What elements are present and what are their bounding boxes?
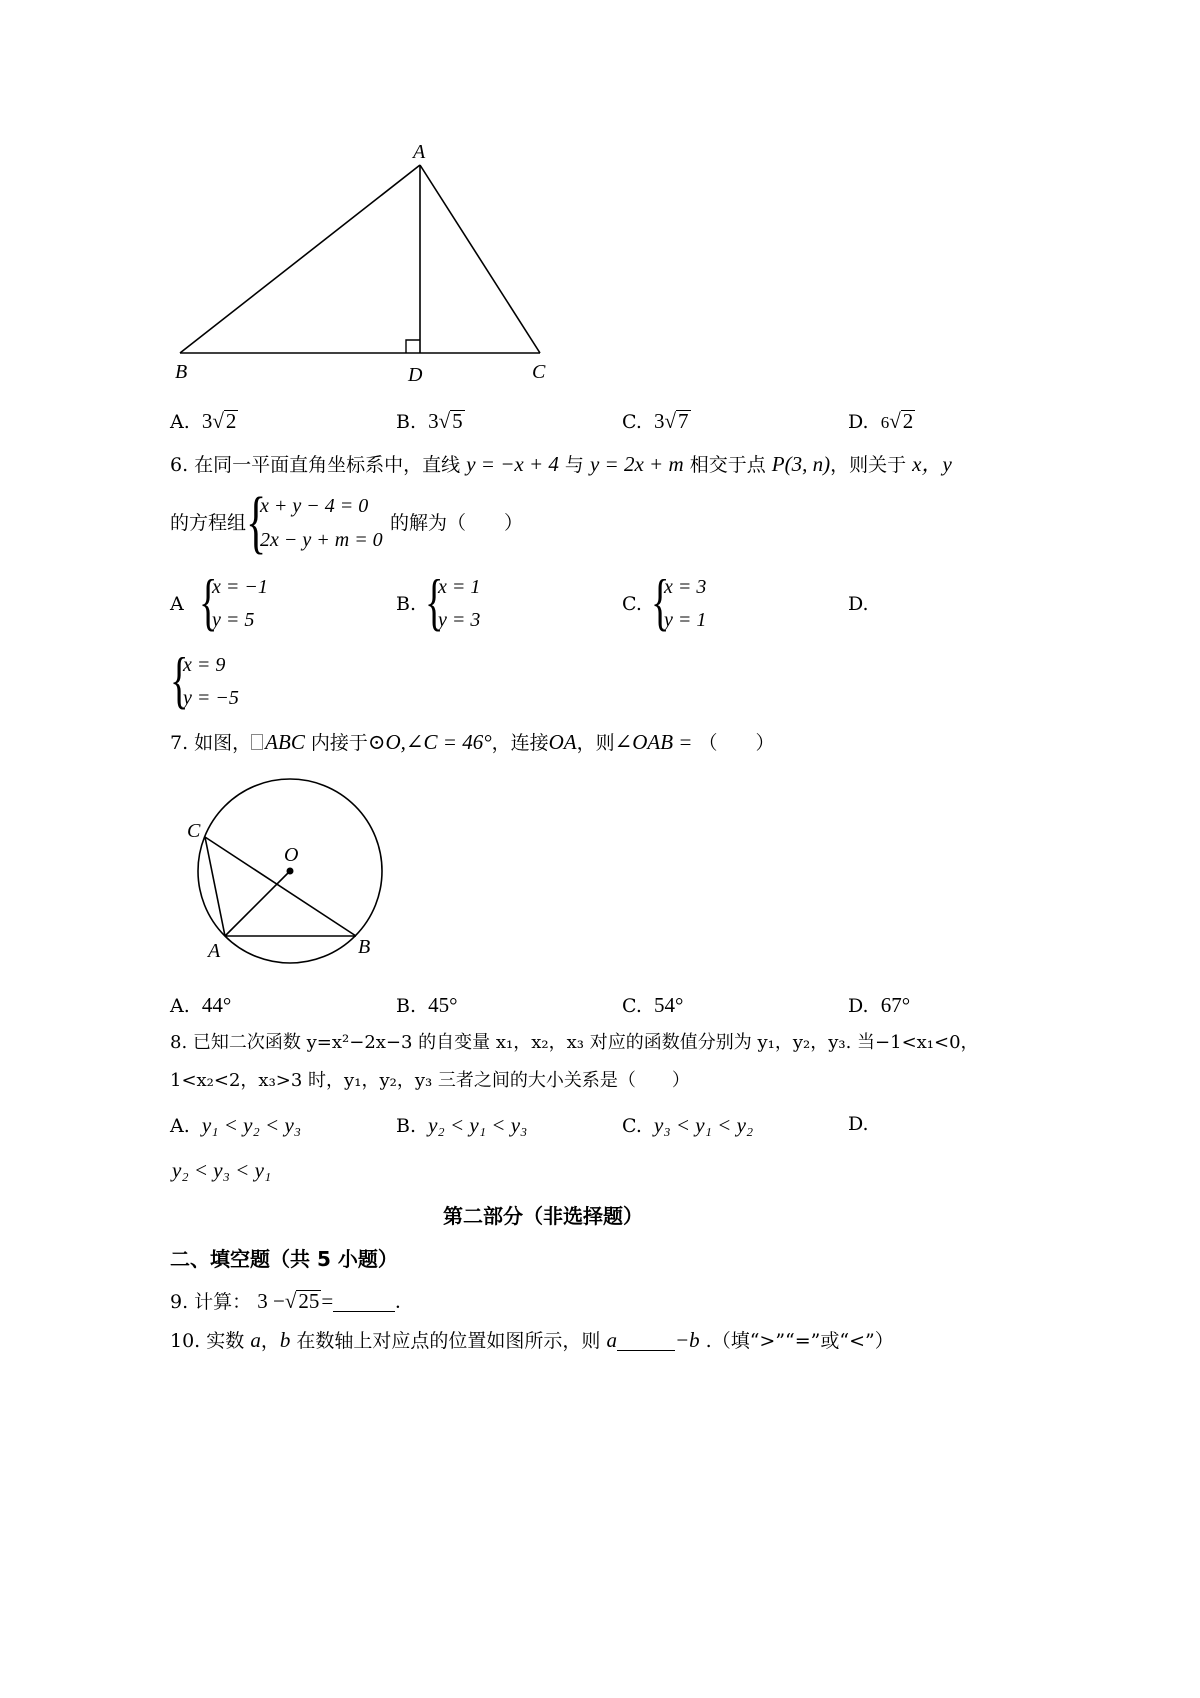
q6-vars: x，y: [912, 452, 952, 476]
q7-option-d[interactable]: [848, 995, 910, 1016]
option-x: x = 1: [438, 576, 481, 598]
q10-text: 在数轴上对应点的位置如图所示，则: [296, 1330, 601, 1352]
option-letter: D.: [848, 411, 869, 433]
q9-radicand: 25: [298, 1289, 320, 1313]
option-letter: D.: [848, 593, 869, 615]
q7-oa: OA: [548, 730, 577, 754]
q10-stem: [170, 1330, 894, 1351]
option-letter: D.: [848, 1113, 869, 1135]
q7-triangle: ABC: [265, 730, 305, 754]
option-value: y₁ < y₂ < y₃: [201, 1113, 302, 1137]
q10-answer-blank[interactable]: [617, 1332, 675, 1351]
circle-figure: [180, 775, 395, 975]
triangle-figure: [170, 138, 570, 388]
segment-ac: [420, 165, 540, 353]
q6-eq2: 2x − y + m = 0: [260, 529, 383, 551]
q10-neg-b: −b: [674, 1328, 700, 1352]
q7-text: 7. 如图，: [170, 732, 252, 754]
q7-text: ，连接: [491, 732, 549, 754]
q8-option-a[interactable]: [170, 1115, 301, 1136]
option-value: 67°: [880, 993, 911, 1017]
q6-stem-suffix: 的解为（ ）: [390, 512, 524, 534]
triangle-symbol-icon: [251, 734, 263, 750]
q9-text: 9. 计算：: [170, 1291, 252, 1313]
q10-text: ，: [260, 1330, 280, 1352]
option-letter: C.: [622, 593, 642, 615]
option-radicand: 5: [452, 409, 463, 433]
q9-eq: =: [321, 1289, 334, 1313]
q7-option-c[interactable]: [622, 995, 683, 1016]
q7-text: 内接于: [310, 732, 368, 754]
option-value: y₃ < y₁ < y₂: [654, 1113, 754, 1137]
right-angle-mark: [406, 340, 420, 353]
option-y: y = −5: [183, 687, 239, 709]
q7-circle-angle: ⊙O,∠C = 46°: [367, 730, 492, 754]
label-b: B: [358, 936, 371, 958]
segment-oa: [225, 871, 290, 936]
option-letter: B.: [396, 995, 417, 1017]
segment-ca: [205, 837, 225, 936]
q8-stem-line2: 1<x₂<2，x₃>3 时，y₁，y₂，y₃ 三者之间的大小关系是（ ）: [170, 1070, 690, 1091]
q6-stem-line2: [170, 514, 246, 533]
option-letter: A.: [170, 1115, 190, 1137]
label-c: C: [532, 361, 546, 383]
q8-option-c[interactable]: [622, 1115, 753, 1136]
option-radicand: 7: [678, 409, 689, 433]
q7-stem: [170, 732, 775, 753]
part2-title: 第二部分（非选择题）: [443, 1204, 643, 1228]
option-radicand: 2: [902, 409, 914, 433]
q7-text: （ ）: [698, 732, 775, 754]
option-y: y = 3: [438, 609, 481, 631]
q6-text: 相交于点: [689, 454, 766, 476]
option-y: y = 5: [212, 609, 255, 631]
q10-text: .（填“>”“=”或“<”）: [705, 1330, 894, 1352]
label-b: B: [175, 361, 188, 383]
option-letter: B.: [396, 593, 417, 615]
label-d: D: [408, 364, 423, 386]
center-point: [287, 868, 294, 875]
q9-stem: 9. 计算： 3 −√25= .: [170, 1289, 401, 1313]
option-value: y₂ < y₁ < y₃: [428, 1113, 528, 1137]
q6-line2-eq: y = 2x + m: [589, 452, 684, 476]
option-coef: 3: [428, 409, 439, 433]
option-letter: A: [170, 593, 184, 615]
q10-var-a: a: [250, 1328, 261, 1352]
option-value: 45°: [428, 993, 458, 1017]
option-letter: C.: [622, 995, 642, 1017]
option-coef: 6: [880, 413, 890, 432]
option-value: 44°: [201, 993, 232, 1017]
q6-text: 的方程组: [170, 512, 247, 534]
option-letter: C.: [622, 1115, 642, 1137]
q10-var-b: b: [279, 1328, 291, 1352]
q7-option-b[interactable]: [396, 995, 458, 1016]
q9-answer-blank[interactable]: [333, 1293, 395, 1312]
q6-text: 与: [564, 454, 584, 476]
q9-end: .: [395, 1289, 401, 1313]
q10-text: 10. 实数: [170, 1330, 245, 1352]
q6-line1-eq: y = −x + 4: [466, 452, 559, 476]
option-coef: 3: [201, 409, 213, 433]
option-coef: 3: [654, 409, 665, 433]
option-letter: A.: [170, 411, 190, 433]
option-letter: C.: [622, 411, 642, 433]
q6-point: P(3, n): [771, 452, 831, 476]
q5-option-c[interactable]: C. 3√7: [622, 409, 689, 433]
option-value: y₂ < y₃ < y₁: [172, 1158, 272, 1182]
option-letter: A.: [170, 995, 190, 1017]
segment-ab: [180, 165, 420, 353]
option-value: 54°: [654, 993, 684, 1017]
q8-stem-line1: 8. 已知二次函数 y=x²−2x−3 的自变量 x₁，x₂，x₃ 对应的函数值分别为 y₁，y₂，y₃. 当−1<x₁<0，: [170, 1032, 979, 1053]
option-x: x = −1: [212, 576, 268, 598]
q5-option-a[interactable]: A. 3√2: [170, 409, 237, 433]
option-letter: D.: [848, 995, 869, 1017]
q8-option-b[interactable]: [396, 1115, 527, 1136]
option-radicand: 2: [225, 409, 237, 433]
q5-option-d[interactable]: D. 6√2: [848, 409, 914, 433]
segment-cb: [205, 837, 356, 936]
option-letter: B.: [396, 1115, 417, 1137]
q7-text: ，则: [576, 732, 615, 754]
label-a: A: [208, 940, 221, 962]
q7-option-a[interactable]: [170, 995, 231, 1016]
label-c: C: [187, 820, 201, 842]
q6-text: 6. 在同一平面直角坐标系中，直线: [170, 454, 461, 476]
option-y: y = 1: [664, 609, 707, 631]
q6-text: ，则关于: [830, 454, 907, 476]
q6-eq1: x + y − 4 = 0: [260, 495, 369, 517]
label-a: A: [413, 141, 426, 163]
option-x: x = 9: [183, 654, 226, 676]
label-o: O: [284, 844, 299, 866]
q5-option-b[interactable]: B. 3√5: [396, 409, 463, 433]
q9-expr: 3 −: [257, 1289, 285, 1313]
q10-var-a: a: [606, 1328, 617, 1352]
option-x: x = 3: [664, 576, 707, 598]
q7-angle: ∠OAB =: [614, 730, 693, 754]
option-letter: B.: [396, 411, 417, 433]
q6-stem-line1: [170, 454, 952, 475]
section2-title: 二、填空题（共 5 小题）: [170, 1247, 398, 1271]
